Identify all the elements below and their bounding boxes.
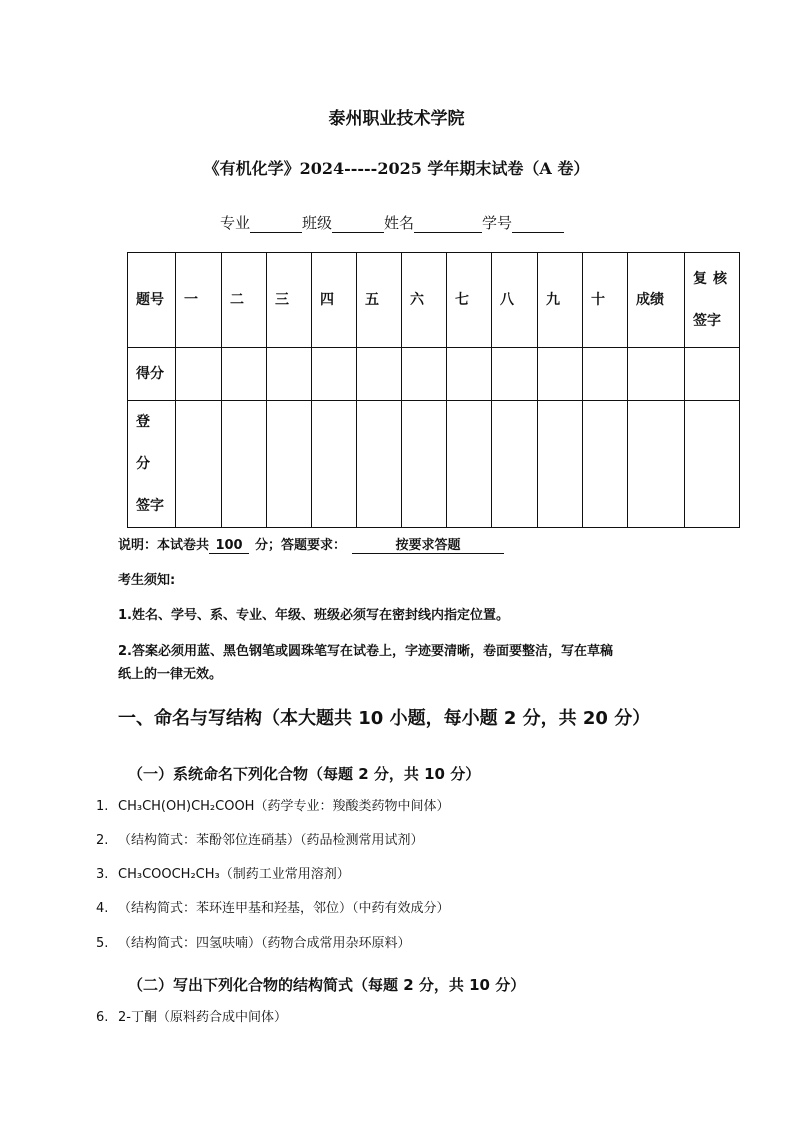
total-header: 成绩	[628, 253, 685, 348]
subsection-1-title: （一）系统命名下列化合物（每题 2 分，共 10 分）	[128, 765, 481, 783]
question-number: 5.	[96, 936, 109, 951]
class-label: 班级	[302, 214, 333, 232]
score-cell[interactable]	[492, 348, 538, 401]
question-number: 1.	[96, 799, 109, 814]
score-cell[interactable]	[685, 348, 740, 401]
question-text: 2-丁酮（原料药合成中间体）	[118, 1010, 287, 1025]
review-label-line2: 签字	[693, 313, 721, 329]
desc-mid: 分；答题要求：	[255, 538, 347, 553]
subsection-2-title: （二）写出下列化合物的结构简式（每题 2 分，共 10 分）	[128, 976, 526, 994]
question-item	[96, 1006, 287, 1025]
register-cell[interactable]	[176, 401, 222, 528]
question-item	[96, 795, 449, 814]
major-blank[interactable]	[250, 216, 302, 233]
score-cell[interactable]	[357, 348, 402, 401]
major-label: 专业	[220, 214, 251, 232]
column-5: 五	[357, 253, 402, 348]
register-label-line1: 登分	[136, 414, 156, 472]
name-blank[interactable]	[414, 216, 482, 233]
question-item	[96, 897, 450, 916]
register-cell[interactable]	[685, 401, 740, 528]
column-10: 十	[583, 253, 628, 348]
column-2: 二	[222, 253, 267, 348]
exam-title: 《有机化学》2024-----2025 学年期末试卷（A 卷）	[203, 159, 590, 178]
register-cell[interactable]	[538, 401, 583, 528]
question-item	[96, 829, 424, 848]
question-number: 3.	[96, 867, 109, 882]
column-8: 八	[492, 253, 538, 348]
score-cell[interactable]	[267, 348, 312, 401]
question-number: 6.	[96, 1010, 109, 1025]
register-row	[128, 401, 740, 528]
register-cell[interactable]	[447, 401, 492, 528]
score-cell[interactable]	[447, 348, 492, 401]
register-cell[interactable]	[312, 401, 357, 528]
score-header: 得分	[128, 348, 176, 401]
school-name: 泰州职业技术学院	[328, 109, 465, 129]
register-cell[interactable]	[267, 401, 312, 528]
answer-requirement: 按要求答题	[352, 534, 504, 554]
score-cell[interactable]	[312, 348, 357, 401]
question-text: （结构简式：苯酚邻位连硝基）（药品检测常用试剂）	[118, 833, 424, 848]
register-cell[interactable]	[628, 401, 685, 528]
column-6: 六	[402, 253, 447, 348]
rule-1: 1.姓名、学号、系、专业、年级、班级必须写在密封线内指定位置。	[118, 608, 509, 623]
score-cell[interactable]	[176, 348, 222, 401]
score-table	[127, 252, 740, 528]
review-label-line1: 复核	[693, 271, 733, 287]
column-7: 七	[447, 253, 492, 348]
question-text: （结构简式：苯环连甲基和羟基，邻位）（中药有效成分）	[118, 901, 450, 916]
score-cell[interactable]	[583, 348, 628, 401]
register-cell[interactable]	[492, 401, 538, 528]
rule-2-line-1: 2.答案必须用蓝、黑色钢笔或圆珠笔写在试卷上，字迹要清晰，卷面要整洁，写在草稿	[118, 644, 613, 659]
score-cell[interactable]	[402, 348, 447, 401]
question-header: 题号	[128, 253, 176, 348]
student-id-blank[interactable]	[512, 216, 564, 233]
column-1: 一	[176, 253, 222, 348]
score-cell[interactable]	[628, 348, 685, 401]
column-9: 九	[538, 253, 583, 348]
question-item	[96, 863, 350, 882]
instructions-title: 考生须知:	[118, 573, 176, 588]
question-number: 2.	[96, 833, 109, 848]
student-id-label: 学号	[482, 214, 513, 232]
register-cell[interactable]	[583, 401, 628, 528]
class-blank[interactable]	[332, 216, 384, 233]
question-number: 4.	[96, 901, 109, 916]
register-cell[interactable]	[357, 401, 402, 528]
desc-prefix: 说明：本试卷共	[118, 538, 210, 553]
score-cell[interactable]	[222, 348, 267, 401]
register-header	[128, 401, 176, 528]
rule-2-line-2: 纸上的一律无效。	[118, 667, 223, 682]
question-number-row	[128, 253, 740, 348]
register-label-line2: 签字	[136, 498, 164, 514]
score-cell[interactable]	[538, 348, 583, 401]
student-info-row	[220, 212, 564, 233]
register-cell[interactable]	[402, 401, 447, 528]
name-label: 姓名	[384, 214, 415, 232]
section-1-title: 一、命名与写结构（本大题共 10 小题，每小题 2 分，共 20 分）	[118, 708, 651, 729]
score-row	[128, 348, 740, 401]
total-points: 100	[209, 538, 249, 554]
question-text: CH₃COOCH₂CH₃（制药工业常用溶剂）	[118, 867, 350, 882]
review-header	[685, 253, 740, 348]
column-4: 四	[312, 253, 357, 348]
question-item	[96, 932, 411, 951]
column-3: 三	[267, 253, 312, 348]
question-text: （结构简式：四氢呋喃）（药物合成常用杂环原料）	[118, 936, 411, 951]
exam-description	[118, 534, 504, 554]
question-text: CH₃CH(OH)CH₂COOH（药学专业：羧酸类药物中间体）	[118, 799, 450, 814]
register-cell[interactable]	[222, 401, 267, 528]
